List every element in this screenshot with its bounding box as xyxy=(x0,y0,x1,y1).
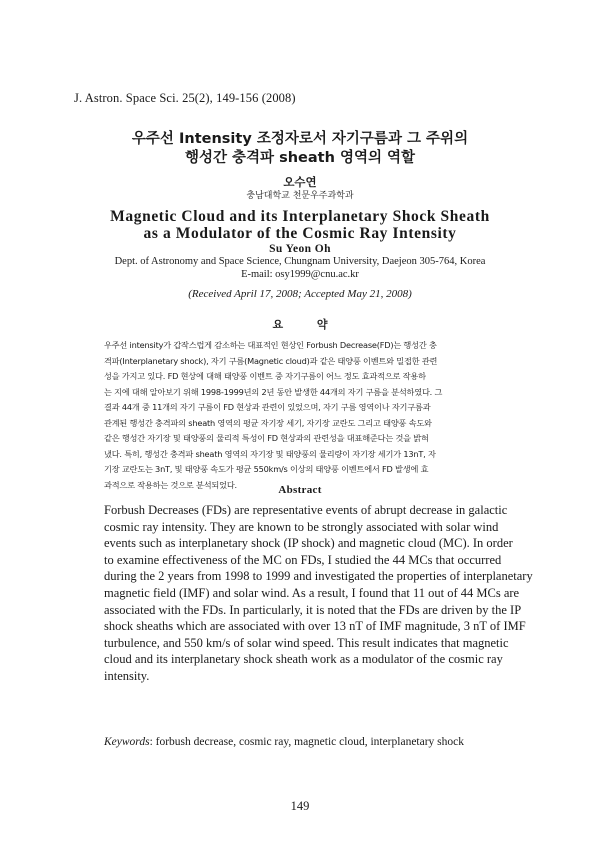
abstract-line: Forbush Decreases (FDs) are representative events of abrupt decrease in galactic xyxy=(104,503,508,517)
korean-abstract-line: 성을 가지고 있다. FD 현상에 대해 태양풍 이벤트 중 자기구름이 어느 정도 효과적으로 작용하 xyxy=(104,371,426,381)
english-title-line: Magnetic Cloud and its Interplanetary Shock Sheath xyxy=(110,208,490,225)
korean-abstract-line: 결과 44개 중 11개의 자기 구름이 FD 현상과 관련이 있었으며, 자기 구름 영역이나 자기구름과 xyxy=(104,402,431,412)
korean-abstract-line: 과적으로 작용하는 것으로 분석되었다. xyxy=(104,479,237,490)
abstract-body xyxy=(104,502,533,685)
affiliation-line: Dept. of Astronomy and Space Science, Chungnam University, Daejeon 305-764, Korea xyxy=(114,256,486,267)
abstract-line: associated with the FDs. In particularly, it is noted that the FDs are driven by the IP xyxy=(104,602,522,617)
keywords-list: : forbush decrease, cosmic ray, magnetic cloud, interplanetary shock xyxy=(149,736,465,748)
korean-abstract-heading: 요 약 xyxy=(272,318,328,331)
korean-abstract-body xyxy=(104,338,502,493)
received-dates: (Received April 17, 2008; Accepted May 21, 2008) xyxy=(188,288,412,300)
english-affiliation xyxy=(0,256,600,281)
korean-title xyxy=(0,130,600,168)
abstract-heading: Abstract xyxy=(278,484,322,496)
korean-abstract-line: 관계된 행성간 충격파의 sheath 영역의 평균 자기장 세기, 자기장 교란도 그리고 태양풍 속도와 xyxy=(104,417,432,428)
abstract-line: to examine effectiveness of the MC on FDs, I studied the 44 MCs that occurred xyxy=(104,552,502,567)
korean-abstract-line: 냈다. 특히, 행성간 충격파 sheath 영역의 자기장 및 태양풍의 물리량이 자기장 세기가 13nT, 자 xyxy=(104,448,436,459)
abstract-line: during the 2 years from 1998 to 1999 and investigated the properties of interplanetary xyxy=(104,569,533,584)
abstract-line: turbulence, and 550 km/s of solar wind speed. This result indicates that magnetic xyxy=(104,635,509,650)
korean-author: 오수연 xyxy=(283,175,317,189)
korean-abstract-line: 는 지에 대해 알아보기 위해 1998-1999년의 2년 동안 발생한 44개의 자기 구름을 분석하였다. 그 xyxy=(104,386,443,397)
abstract-line: cloud and its interplanetary shock sheath work as a modulator of the cosmic ray xyxy=(104,652,503,667)
english-author: Su Yeon Oh xyxy=(269,243,331,255)
abstract-line: shock sheaths which are associated with over 13 nT of IMF magnitude, 3 nT of IMF xyxy=(104,619,526,634)
email-line: E-mail: osy1999@cnu.ac.kr xyxy=(241,268,359,280)
korean-abstract-line: 우주선 intensity가 갑작스럽게 감소하는 대표적인 현상인 Forbush Decrease(FD)는 행성간 충 xyxy=(104,340,437,350)
abstract-line: magnetic field (IMF) and solar wind. As a result, I found that 11 out of 44 MCs are xyxy=(104,585,520,600)
english-title-line: as a Modulator of the Cosmic Ray Intensity xyxy=(143,225,457,242)
korean-abstract-line: 같은 행성간 자기장 및 태양풍의 물리적 특성이 FD 현상과의 관련성을 대표해준다는 것을 밝혀 xyxy=(104,433,429,443)
keywords xyxy=(104,736,464,748)
abstract-line: intensity. xyxy=(104,668,150,683)
korean-title-line: 우주선 Intensity 조정자로서 자기구름과 그 주위의 xyxy=(131,131,469,147)
english-title xyxy=(0,208,600,242)
korean-abstract-line: 격파(Interplanetary shock), 자기 구름(Magnetic cloud)과 같은 태양풍 이벤트와 밀접한 관련 xyxy=(104,355,438,366)
korean-title-line: 행성간 충격파 sheath 영역의 역할 xyxy=(184,150,416,166)
keywords-label: Keywords xyxy=(104,736,150,748)
abstract-line: events such as interplanetary shock (IP shock) and magnetic cloud (MC). In order xyxy=(104,536,513,551)
korean-affiliation: 충남대학교 천문우주과학과 xyxy=(246,191,354,201)
journal-citation: J. Astron. Space Sci. 25(2), 149-156 (2008) xyxy=(74,91,296,105)
abstract-line: cosmic ray intensity. They are known to be strongly associated with solar wind xyxy=(104,519,499,534)
page-number: 149 xyxy=(290,799,310,813)
korean-abstract-line: 기장 교란도는 3nT, 및 태양풍 속도가 평균 550km/s 이상의 태양풍 이벤트에서 FD 발생에 효 xyxy=(104,464,429,474)
